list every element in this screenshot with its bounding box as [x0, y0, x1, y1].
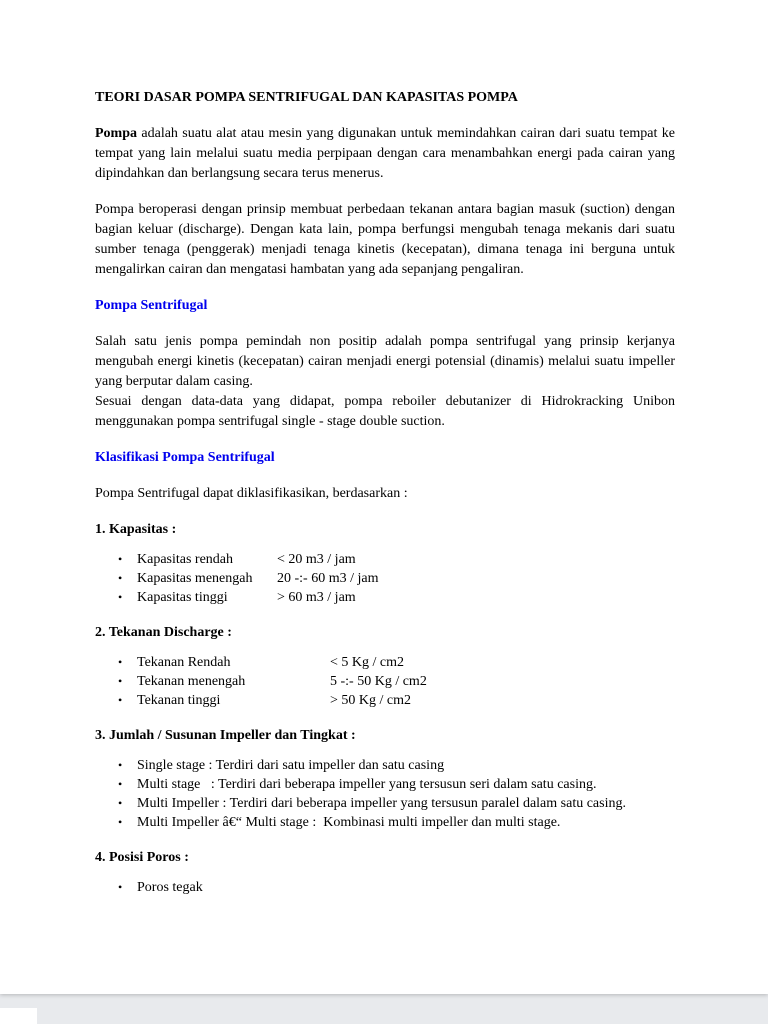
list-item — [95, 550, 675, 569]
item-value: < 20 m3 / jam — [277, 552, 356, 567]
item-label: Tekanan tinggi — [137, 693, 221, 708]
bullet-icon: • — [118, 590, 123, 604]
bullet-icon: • — [118, 880, 123, 894]
bullet-icon: • — [118, 796, 123, 810]
item-value: > 60 m3 / jam — [277, 590, 356, 605]
item-label: Poros tegak — [137, 880, 203, 895]
list-item — [95, 691, 675, 710]
item-label: Tekanan menengah — [137, 674, 246, 689]
list-item — [95, 878, 675, 897]
bullet-icon: • — [118, 693, 123, 707]
section-poros — [95, 848, 675, 897]
list-item — [95, 569, 675, 588]
section-kapasitas-heading: 1. Kapasitas : — [95, 522, 177, 537]
section-impeller-heading: 3. Jumlah / Susunan Impeller dan Tingkat : — [95, 728, 356, 743]
list-item — [95, 653, 675, 672]
impeller-list — [95, 756, 675, 832]
doc-title: TEORI DASAR POMPA SENTRIFUGAL DAN KAPASITAS POMPA — [95, 90, 518, 105]
paragraph-operation: Pompa beroperasi dengan prinsip membuat perbedaan tekanan antara bagian masuk (suction) dengan bagian keluar (discharge). Dengan kata lain, pompa berfungsi mengubah tenaga mekanis dari suatu sumber tenaga (penggerak) menjadi tenaga kinetis (kecepatan), dimana tenaga ini berguna untuk mengalirkan cairan dan mengatasi hambatan yang ada sepanjang pengaliran. — [95, 202, 675, 277]
paragraph-intro-text: adalah suatu alat atau mesin yang digunakan untuk memindahkan cairan dari suatu tempat ke tempat yang lain melalui suatu media perpipaan dengan cara menambahkan energi pada cairan yang dipindahkan dan berlangsung secara terus menerus. — [95, 126, 675, 181]
kapasitas-list — [95, 550, 675, 607]
section-poros-heading: 4. Posisi Poros : — [95, 850, 189, 865]
item-label: Multi Impeller â€“ Multi stage : Kombinasi multi impeller dan multi stage. — [137, 815, 561, 830]
bullet-icon: • — [118, 815, 123, 829]
item-label: Kapasitas menengah — [137, 571, 253, 586]
bullet-icon: • — [118, 655, 123, 669]
paragraph-intro — [95, 124, 675, 184]
bullet-icon: • — [118, 571, 123, 585]
paragraph-klasifikasi-intro: Pompa Sentrifugal dapat diklasifikasikan, berdasarkan : — [95, 486, 408, 501]
item-label: Kapasitas tinggi — [137, 590, 228, 605]
list-item — [95, 794, 675, 813]
list-item — [95, 775, 675, 794]
item-label: Kapasitas rendah — [137, 552, 234, 567]
item-value: > 50 Kg / cm2 — [330, 693, 411, 708]
paragraph-sesuai: Sesuai dengan data-data yang didapat, pompa reboiler debutanizer di Hidrokracking Unibon menggunakan pompa sentrifugal single - stage double suction. — [95, 394, 675, 429]
lead-word: Pompa — [95, 126, 137, 141]
item-label: Multi stage : Terdiri dari beberapa impeller yang tersusun seri dalam satu casing. — [137, 777, 597, 792]
bullet-icon: • — [118, 552, 123, 566]
tekanan-list — [95, 653, 675, 710]
list-item — [95, 813, 675, 832]
heading-klasifikasi: Klasifikasi Pompa Sentrifugal — [95, 450, 275, 465]
section-tekanan — [95, 623, 675, 710]
next-page-corner — [0, 1008, 37, 1024]
item-value: < 5 Kg / cm2 — [330, 655, 404, 670]
item-value: 20 -:- 60 m3 / jam — [277, 571, 379, 586]
bullet-icon: • — [118, 674, 123, 688]
section-impeller — [95, 726, 675, 832]
item-label: Tekanan Rendah — [137, 655, 231, 670]
item-label: Single stage : Terdiri dari satu impeller dan satu casing — [137, 758, 445, 773]
list-item — [95, 672, 675, 691]
poros-list — [95, 878, 675, 897]
item-value: 5 -:- 50 Kg / cm2 — [330, 674, 427, 689]
section-kapasitas — [95, 520, 675, 607]
item-label: Multi Impeller : Terdiri dari beberapa impeller yang tersusun paralel dalam satu casing. — [137, 796, 626, 811]
section-tekanan-heading: 2. Tekanan Discharge : — [95, 625, 232, 640]
paragraph-definisi: Salah satu jenis pompa pemindah non positip adalah pompa sentrifugal yang prinsip kerjanya mengubah energi kinetis (kecepatan) cairan menjadi energi potensial (dinamis) melalui suatu impeller yang berputar dalam casing. — [95, 334, 675, 389]
list-item — [95, 756, 675, 775]
bullet-icon: • — [118, 777, 123, 791]
heading-pompa-sentrifugal: Pompa Sentrifugal — [95, 298, 208, 313]
list-item — [95, 588, 675, 607]
bullet-icon: • — [118, 758, 123, 772]
